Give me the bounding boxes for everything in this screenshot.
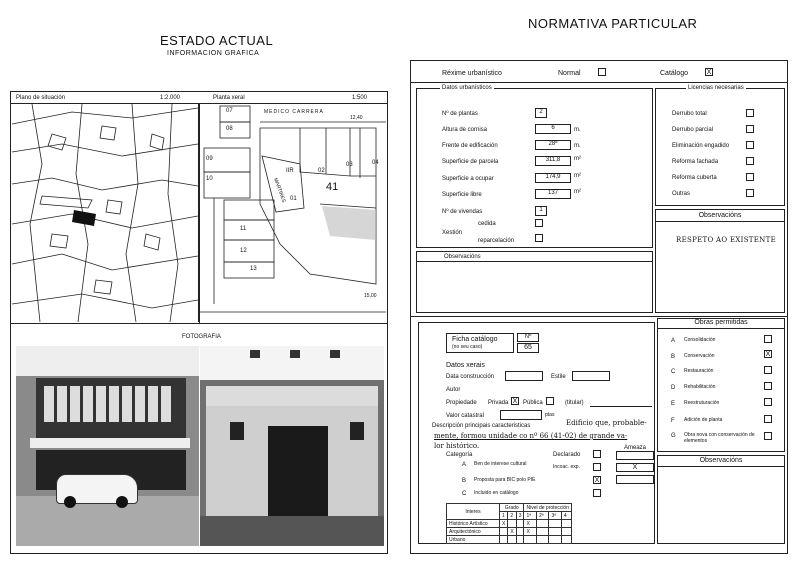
estile-label: Estile — [551, 374, 566, 380]
categoria-label: Categoría — [446, 452, 473, 458]
table-row — [447, 536, 572, 544]
field-label: Superficie a ocupar — [442, 176, 494, 182]
street-side-label: MARTIRES — [272, 177, 287, 204]
publica-checkbox[interactable] — [546, 397, 554, 405]
table-cell[interactable] — [561, 536, 571, 544]
grado-header: Grado — [500, 504, 524, 512]
parcel-10: 10 — [206, 176, 213, 182]
table-cell[interactable] — [536, 536, 548, 544]
table-cell[interactable] — [516, 528, 524, 536]
categoria-row-label: Incluido en catálogo — [474, 490, 519, 496]
obra-letter: A — [671, 338, 676, 344]
parcel-01: 01 — [290, 196, 297, 202]
divider — [657, 328, 785, 329]
field-unit: m. — [574, 127, 581, 133]
licencias-title: Licencias necesarias — [688, 85, 744, 91]
nivel-col: 3ª — [549, 512, 561, 520]
field-unit: m² — [574, 156, 581, 162]
field-label: Superficie de parcela — [442, 159, 499, 165]
table-row — [447, 520, 572, 528]
obra-letter: D — [671, 385, 676, 391]
parcel-41-label: 41 — [326, 181, 339, 193]
ficha-no-value[interactable]: 65 — [517, 343, 539, 353]
parcel-09: 09 — [206, 156, 213, 162]
xestion-label: Xestión — [442, 230, 463, 236]
divider — [199, 103, 200, 323]
divider — [655, 221, 785, 222]
parcel-12: 12 — [240, 248, 247, 254]
ameaza-label: Ameaza — [624, 445, 647, 451]
grado-col: 2 — [508, 512, 516, 520]
field-unit: m² — [574, 189, 581, 195]
obra-label: Reestruturación — [684, 400, 720, 406]
privada-checkbox[interactable]: X — [512, 398, 518, 405]
estado-actual-title: ESTADO ACTUAL — [160, 33, 274, 48]
interes-header: Interes — [447, 504, 500, 520]
licencia-checkbox[interactable] — [746, 157, 754, 165]
divider — [10, 323, 388, 324]
licencia-label: Outras — [672, 191, 691, 197]
obra-checkbox[interactable] — [764, 398, 772, 406]
interes-row-label: Histórico Artístico — [447, 520, 500, 528]
licencia-label: Reforma cuberta — [672, 175, 717, 181]
reparcelacion-label: reparcelación — [478, 238, 515, 244]
plano-situacion-scale: 1:2.000 — [160, 95, 181, 101]
situation-map-drawing — [12, 104, 198, 322]
obra-label: Restauración — [684, 368, 714, 374]
obra-checkbox[interactable] — [764, 366, 772, 374]
table-cell[interactable] — [549, 520, 561, 528]
table-cell[interactable] — [549, 536, 561, 544]
licencia-checkbox[interactable] — [746, 109, 754, 117]
planta-xeral-label: Planta xeral — [213, 95, 245, 101]
obra-label: Consolidación — [684, 337, 716, 343]
table-cell[interactable] — [516, 520, 524, 528]
field-label: Frente de edificación — [442, 143, 498, 149]
divider — [410, 316, 788, 317]
catalogo-checkbox[interactable]: X — [706, 69, 712, 76]
valor-unit: ptas — [545, 412, 555, 418]
valor-catastral-input[interactable] — [500, 410, 542, 420]
parcel-04: 04 — [372, 160, 379, 166]
propiedade-label: Propiedade — [446, 400, 477, 406]
grado-col: 1 — [500, 512, 508, 520]
field-label: Nº de plantas — [442, 111, 478, 117]
table-cell[interactable]: X — [508, 528, 516, 536]
data-construccion-label: Data construcción — [446, 374, 495, 380]
licencia-checkbox[interactable] — [746, 125, 754, 133]
table-cell[interactable] — [500, 536, 508, 544]
proposta-checkbox[interactable]: X — [594, 477, 600, 484]
table-row — [447, 528, 572, 536]
data-construccion-input[interactable] — [505, 371, 543, 381]
obra-letter: F — [671, 418, 675, 424]
observacions-title-1: Observacións — [444, 254, 481, 260]
table-cell[interactable] — [524, 536, 536, 544]
fotografia-label: FOTOGRAFIA — [182, 334, 221, 340]
obra-letter: B — [671, 354, 676, 360]
observacions-panel-2 — [655, 209, 785, 313]
regime-label: Réxime urbanístico — [442, 70, 502, 77]
categoria-letter: C — [462, 491, 467, 497]
obra-label: Rehabilitación — [684, 384, 716, 390]
obra-letter: C — [671, 369, 676, 375]
incoa-label: Incoac. exp. — [553, 464, 580, 470]
incoa-checkbox[interactable] — [593, 463, 601, 471]
publica-label: Pública — [523, 400, 543, 406]
field-unit: m² — [574, 173, 581, 179]
descripcion-label: Descripción principais caracteristicas — [432, 423, 531, 429]
divider — [657, 466, 785, 467]
ameaza-box-1[interactable] — [616, 451, 654, 460]
grado-col: 3 — [516, 512, 524, 520]
field-value[interactable]: 137 — [535, 189, 571, 199]
field-value[interactable]: 311,8 — [535, 156, 571, 166]
interes-table — [446, 503, 572, 544]
field-label: Nº de vivendas — [442, 209, 483, 215]
dimension-label: 12,40 — [350, 115, 363, 121]
field-value[interactable]: 1 — [535, 206, 547, 216]
obra-checkbox[interactable] — [764, 415, 772, 423]
ficha-catalogo-label: Ficha catálogo — [452, 336, 498, 343]
nivel-col: 4 — [561, 512, 571, 520]
table-cell[interactable] — [549, 528, 561, 536]
parcel-11: 11 — [240, 226, 247, 232]
obra-label: Adición de planta — [684, 417, 723, 423]
table-cell[interactable] — [500, 528, 508, 536]
privada-label: Privada — [488, 400, 509, 406]
field-value[interactable]: 174,9 — [535, 173, 571, 183]
estile-input[interactable] — [572, 371, 610, 381]
table-cell[interactable] — [508, 520, 516, 528]
field-label: Altura de cornisa — [442, 127, 488, 133]
licencia-label: Eliminación engadido — [672, 143, 730, 149]
table-cell[interactable] — [536, 520, 548, 528]
parcel-iir: IIR — [286, 168, 294, 174]
licencia-label: Derrubo parcial — [672, 127, 714, 133]
parcel-08: 08 — [226, 126, 233, 132]
cedida-label: cedida — [478, 221, 496, 227]
plano-situacion-label: Plano de situación — [16, 95, 66, 101]
observacions-panel-3 — [657, 455, 785, 544]
field-label: Superficie libre — [442, 192, 482, 198]
cedida-checkbox[interactable] — [535, 219, 543, 227]
planta-xeral-map — [200, 104, 386, 322]
obra-checkbox[interactable]: X — [765, 351, 771, 358]
obra-checkbox[interactable] — [764, 335, 772, 343]
valor-catastral-label: Valor catastral — [446, 413, 484, 419]
declarado-label: Declarado — [553, 452, 581, 458]
obra-letter: G — [671, 433, 676, 439]
parcel-07: 07 — [226, 108, 233, 114]
divider — [416, 261, 653, 262]
declarado-checkbox[interactable] — [593, 450, 601, 458]
obra-label: Obra nova con conservación de elementos — [684, 432, 755, 444]
table-cell[interactable]: X — [524, 528, 536, 536]
categoria-row-label: Ben de interese cultural — [474, 461, 527, 467]
licencia-checkbox[interactable] — [746, 173, 754, 181]
planta-xeral-scale: 1:500 — [352, 95, 368, 101]
reparcelacion-checkbox[interactable] — [535, 234, 543, 242]
ameaza-box-2[interactable]: X — [616, 463, 654, 472]
photo-facade — [200, 346, 384, 546]
field-unit: m. — [574, 143, 581, 149]
autor-label: Autor — [446, 387, 461, 393]
obra-label: Conservación — [684, 353, 715, 359]
nivel-col: 2ª — [536, 512, 548, 520]
categoria-letter: A — [462, 462, 467, 468]
observacions-title-3: Observacións — [699, 457, 743, 464]
field-value[interactable]: 2 — [535, 108, 547, 118]
table-cell[interactable] — [516, 536, 524, 544]
interes-row-label: Urbano — [447, 536, 500, 544]
categoria-row-label: Proposta para BIC polo PIE — [474, 477, 536, 483]
nivel-header: Nivel de protección — [524, 504, 572, 512]
datos-xerais-label: Datos xerais — [446, 362, 485, 369]
titular-line — [590, 406, 652, 407]
normativa-particular-title: NORMATIVA PARTICULAR — [528, 16, 698, 31]
informacion-grafica-subtitle: INFORMACION GRAFICA — [167, 50, 260, 57]
normal-label: Normal — [558, 70, 581, 77]
divider — [410, 82, 788, 83]
interes-row-label: Arquitectónico — [447, 528, 500, 536]
licencia-checkbox[interactable] — [746, 141, 754, 149]
parcel-02: 02 — [318, 168, 325, 174]
descripcion-text-2: mente, formou unidade co nº 66 (41-02) de grande va- — [434, 432, 628, 440]
licencia-checkbox[interactable] — [746, 189, 754, 197]
obra-letter: E — [671, 401, 676, 407]
obra-checkbox[interactable] — [764, 432, 772, 440]
titular-label: (titular) — [565, 400, 584, 406]
catalogo-label: Catálogo — [660, 70, 689, 77]
field-value[interactable]: 6 — [535, 124, 571, 134]
ficha-catalogo-sub: (no seu caso) — [452, 344, 483, 350]
dimension-label: 15,00 — [364, 293, 377, 299]
table-cell[interactable] — [561, 528, 571, 536]
observacions-text-2: RESPETO AO EXISTENTE — [676, 236, 776, 244]
descripcion-text-3: lor histórico. — [434, 442, 480, 450]
street-label: MEDICO CARRERA — [264, 109, 324, 115]
plano-situacion-map — [12, 104, 199, 322]
licencia-label: Derrubo total — [672, 111, 707, 117]
table-cell[interactable]: X — [500, 520, 508, 528]
categoria-letter: B — [462, 478, 467, 484]
incluido-checkbox[interactable] — [593, 489, 601, 497]
obras-permitidas-title: Obras permitidas — [694, 319, 748, 326]
parcel-13: 13 — [250, 266, 257, 272]
obra-checkbox[interactable] — [764, 382, 772, 390]
table-cell[interactable]: X — [524, 520, 536, 528]
observacions-title-2: Observacións — [698, 212, 742, 219]
field-value[interactable]: 28ª — [535, 140, 571, 150]
nivel-col: 1ª — [524, 512, 536, 520]
datos-urbanisticos-title: Datos urbanísticos — [442, 85, 492, 91]
highlighted-parcel — [72, 210, 96, 226]
ameaza-box-3[interactable] — [616, 475, 654, 484]
parcel-03: 03 — [346, 162, 353, 168]
table-cell[interactable] — [508, 536, 516, 544]
licencia-label: Reforma fachada — [672, 159, 719, 165]
planta-xeral-drawing — [200, 104, 386, 322]
table-cell[interactable] — [561, 520, 571, 528]
table-cell[interactable] — [536, 528, 548, 536]
descripcion-text-1: Edificio que, probable- — [566, 419, 647, 427]
photo-street-view — [16, 346, 199, 546]
normal-checkbox[interactable] — [598, 68, 606, 76]
ficha-no-label: Nº — [517, 333, 539, 342]
